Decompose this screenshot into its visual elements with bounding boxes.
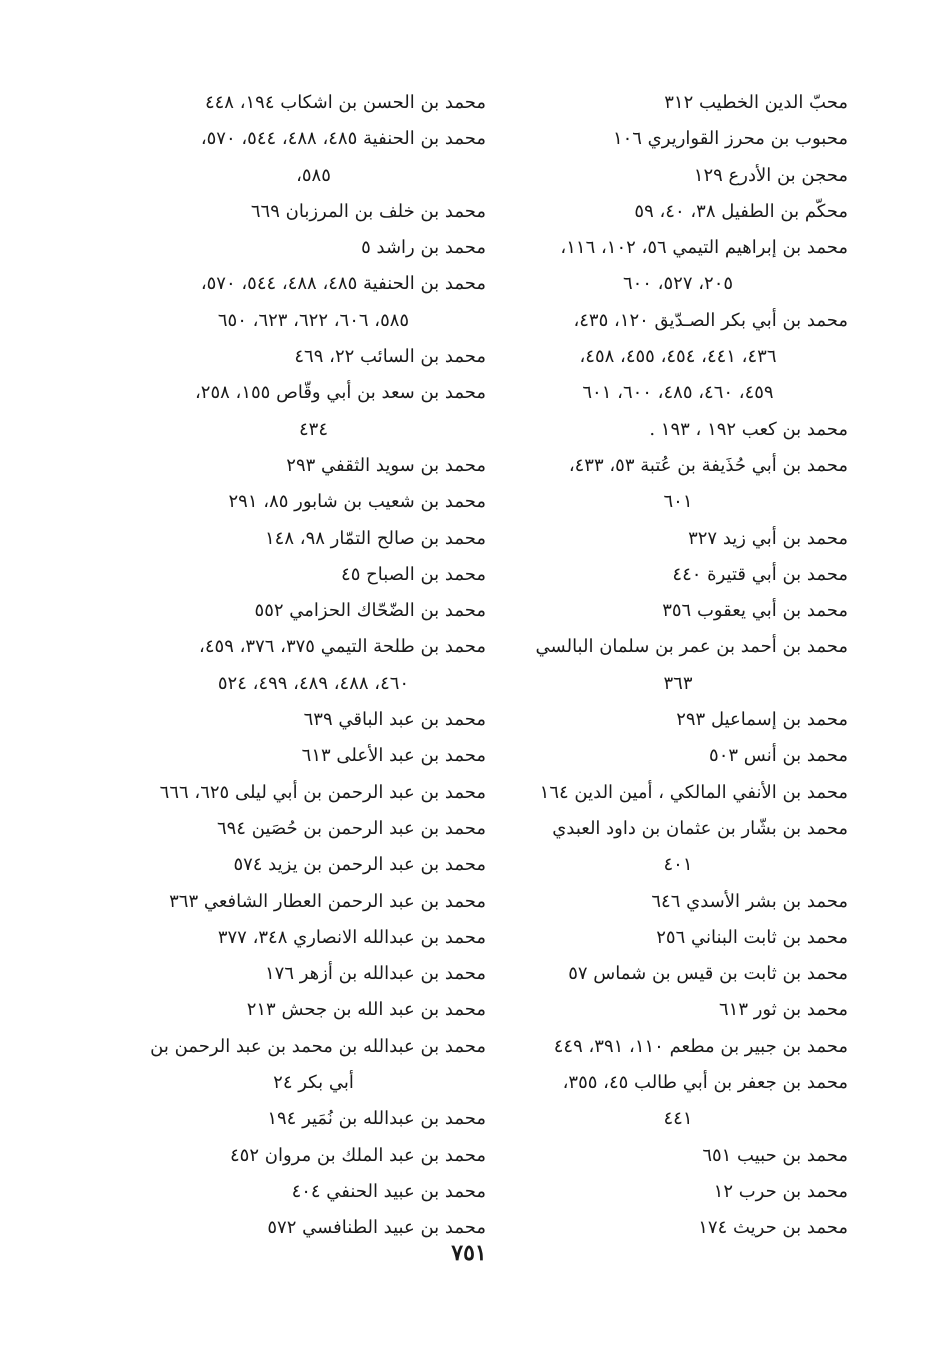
index-entry: محمد بن أبي حُذَيفة بن عُتبة ٥٣، ٤٣٣، — [568, 454, 848, 476]
index-column-left — [141, 88, 486, 1250]
index-entry: محمد بن أبي قتيرة ٤٤٠ — [672, 563, 848, 585]
index-entry: محمد بن الصباح ٤٥ — [341, 563, 486, 585]
index-entry: محمد بن عبدالله بن نُمَير ١٩٤ — [267, 1108, 486, 1130]
index-entry: محمد بن عبدالله بن أزهر ١٧٦ — [265, 963, 486, 985]
index-entry: محمد بن جعفر بن أبي طالب ٤٥، ٣٥٥، — [562, 1072, 848, 1094]
index-entry: محمد بن الأنفي المالكي ، أمين الدين ١٦٤ — [539, 781, 848, 803]
page-number: ٧٥١ — [451, 1240, 487, 1266]
index-entry: محمد بن طلحة التيمي ٣٧٥، ٣٧٦، ٤٥٩، — [199, 636, 486, 658]
index-entry: محمد بن السائب ٢٢، ٤٦٩ — [294, 346, 486, 368]
index-entry: محمد بن عبيد الطنافسي ٥٧٢ — [267, 1217, 486, 1239]
index-entry: محمد بن شعيب بن شابور ٨٥، ٢٩١ — [228, 491, 486, 513]
index-entry-continuation: أبي بكر ٢٤ — [273, 1072, 354, 1094]
index-entry: محمد بن بشّار بن عثمان بن داود العبدي — [552, 817, 848, 839]
index-entry: محمد بن الحنفية ٤٨٥، ٤٨٨، ٥٤٤، ٥٧٠، — [200, 128, 486, 150]
index-entry: محمد بن سعد بن أبي وقّاص ١٥٥، ٢٥٨، — [194, 382, 486, 404]
index-entry: محمد بن عبد الرحمن بن حُصَين ٦٩٤ — [216, 817, 486, 839]
index-entry-continuation: ٥٨٥، — [296, 164, 331, 186]
index-entry: محمد بن عبد الأعلى ٦١٣ — [301, 745, 486, 767]
index-entry: محكّم بن الطفيل ٣٨، ٤٠، ٥٩ — [634, 200, 848, 222]
index-entry: محمد بن كعب ١٩٢ ، ١٩٣ . — [649, 418, 848, 440]
index-entry: محمد بن بشر الأسدي ٦٤٦ — [651, 890, 848, 912]
index-entry: محمد بن عبد الله بن جحش ٢١٣ — [246, 999, 486, 1021]
index-column-right — [508, 88, 848, 1250]
index-entry: محمد بن أنس ٥٠٣ — [709, 745, 848, 767]
index-entry: محمد بن راشد ٥ — [361, 237, 486, 259]
index-entry: محبوب بن محرز القواريري ١٠٦ — [612, 128, 848, 150]
index-entry: محمد بن عبد الرحمن بن أبي ليلى ٦٢٥، ٦٦٦ — [159, 781, 486, 803]
index-entry-continuation: ٤٣٦، ٤٤١، ٤٥٤، ٤٥٥، ٤٥٨، — [579, 346, 777, 368]
index-entry: محمد بن إسماعيل ٢٩٣ — [676, 709, 848, 731]
index-entry: محمد بن أبي يعقوب ٣٥٦ — [662, 600, 848, 622]
index-entry: محمد بن إبراهيم التيمي ٥٦، ١٠٢، ١١٦، — [560, 237, 848, 259]
index-entry: محمد بن جبير بن مطعم ١١٠، ٣٩١، ٤٤٩ — [553, 1035, 848, 1057]
index-entry: محمد بن أبي زيد ٣٢٧ — [688, 527, 848, 549]
index-entry: محمد بن الضّحّاك الحزامي ٥٥٢ — [254, 600, 486, 622]
index-entry: محمد بن عبيد الحنفي ٤٠٤ — [291, 1180, 486, 1202]
index-entry: محمد بن عبد الرحمن بن يزيد ٥٧٤ — [233, 854, 486, 876]
index-entry: محمد بن خلف بن المرزبان ٦٦٩ — [250, 200, 486, 222]
index-entry: محمد بن سويد الثقفي ٢٩٣ — [286, 454, 486, 476]
index-entry-continuation: ٤٤١ — [663, 1108, 693, 1130]
index-entry-continuation: ٤٣٤ — [298, 418, 328, 440]
index-entry-continuation: ٣٦٣ — [663, 672, 693, 694]
index-entry: محبّ الدين الخطيب ٣١٢ — [664, 92, 848, 113]
index-entry: محمد بن حرب ١٢ — [713, 1180, 848, 1202]
index-entry: محمد بن صالح التمّار ٩٨، ١٤٨ — [265, 527, 486, 549]
index-entry: محمد بن ثور ٦١٣ — [718, 999, 848, 1021]
index-entry-continuation: ٢٠٥، ٥٢٧، ٦٠٠ — [622, 273, 734, 295]
index-entry-continuation: ٤٥٩، ٤٦٠، ٤٨٥، ٦٠٠، ٦٠١ — [582, 382, 774, 404]
index-entry: محمد بن عبد الباقي ٦٣٩ — [303, 709, 486, 731]
index-entry: محمد بن عبدالله بن محمد بن عبد الرحمن بن — [150, 1035, 486, 1057]
index-entry: محمد بن ثابت بن قيس بن شماس ٥٧ — [568, 963, 848, 985]
index-entry: محمد بن حريث ١٧٤ — [698, 1217, 848, 1239]
index-entry: محمد بن أبي بكر الصـدّيق ١٢٠، ٤٣٥، — [573, 309, 848, 331]
index-entry-continuation: ٦٠١ — [663, 491, 693, 513]
index-entry: محمد بن عبد الملك بن مروان ٤٥٢ — [229, 1144, 486, 1166]
index-entry: محمد بن الحسن بن اشكاب ١٩٤، ٤٤٨ — [204, 92, 486, 113]
index-entry: محمد بن حبيب ٦٥١ — [702, 1144, 848, 1166]
index-entry: محمد بن عبد الرحمن العطار الشافعي ٣٦٣ — [169, 890, 486, 912]
index-entry: محمد بن ثابت البناني ٢٥٦ — [656, 926, 848, 948]
index-entry-continuation: ٥٨٥، ٦٠٦، ٦٢٢، ٦٢٣، ٦٥٠ — [217, 309, 410, 331]
index-entry: محمد بن عبدالله الانصاري ٣٤٨، ٣٧٧ — [217, 926, 486, 948]
index-entry: محجن بن الأدرع ١٢٩ — [693, 164, 848, 186]
index-entry-continuation: ٤٦٠، ٤٨٨، ٤٨٩، ٤٩٩، ٥٢٤ — [217, 672, 410, 694]
index-entry-continuation: ٤٠١ — [663, 854, 693, 876]
index-entry: محمد بن الحنفية ٤٨٥، ٤٨٨، ٥٤٤، ٥٧٠، — [200, 273, 486, 295]
index-entry: محمد بن أحمد بن عمر بن سلمان البالسي — [535, 636, 848, 658]
